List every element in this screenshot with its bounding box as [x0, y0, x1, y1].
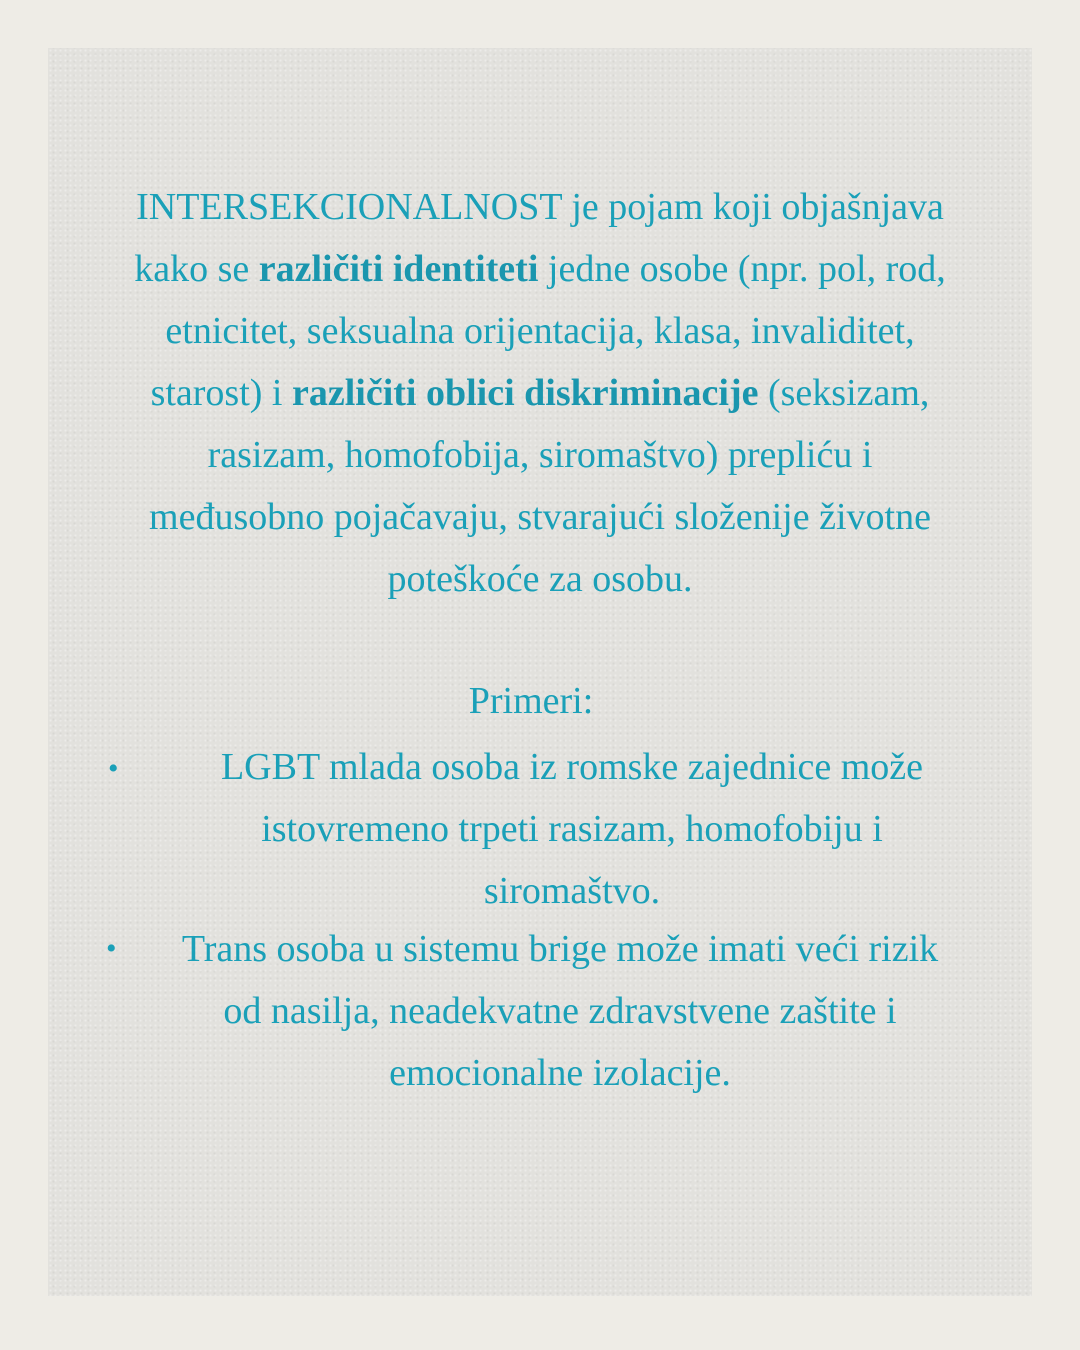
bullet-dot-2: • — [106, 932, 117, 965]
examples-heading: Primeri: — [468, 680, 594, 722]
intro-line-3: etnicitet, seksualna orijentacija, klasa, invaliditet, — [165, 310, 915, 352]
intro-line-5: rasizam, homofobija, siromaštvo) prepliću i — [207, 434, 873, 476]
example-item-1 — [152, 736, 992, 922]
example-1-line-3: siromaštvo. — [483, 870, 661, 912]
example-1-line-2: istovremeno trpeti rasizam, homofobiju i — [261, 808, 883, 850]
term-intersekcionalnost: INTERSEKCIONALNOST — [136, 186, 562, 228]
example-2-line-1: Trans osoba u sistemu brige može imati veći rizik — [181, 928, 939, 970]
example-1-line-1: LGBT mlada osoba iz romske zajednice može — [220, 746, 924, 788]
intro-paragraph — [48, 176, 1032, 610]
intro-line-7: poteškoće za osobu. — [387, 558, 693, 600]
content-card — [48, 48, 1032, 1296]
example-2-line-2: od nasilja, neadekvatne zdravstvene zaštite i — [223, 990, 897, 1032]
example-2-line-3: emocionalne izolacije. — [389, 1052, 731, 1094]
intro-line-2: kako se različiti identiteti jedne osobe (npr. pol, rod, — [134, 248, 946, 290]
intro-line-1: INTERSEKCIONALNOST je pojam koji objašnjava — [136, 186, 944, 228]
emphasis-discrimination: različiti oblici diskriminacije — [292, 372, 759, 414]
intro-line-6: međusobno pojačavaju, stvarajući složenije životne — [149, 496, 931, 538]
example-item-2 — [110, 918, 1010, 1104]
emphasis-identities: različiti identiteti — [258, 248, 539, 290]
intro-line-4: starost) i različiti oblici diskriminacije (seksizam, — [150, 372, 930, 414]
bullet-dot-1: • — [108, 752, 119, 785]
